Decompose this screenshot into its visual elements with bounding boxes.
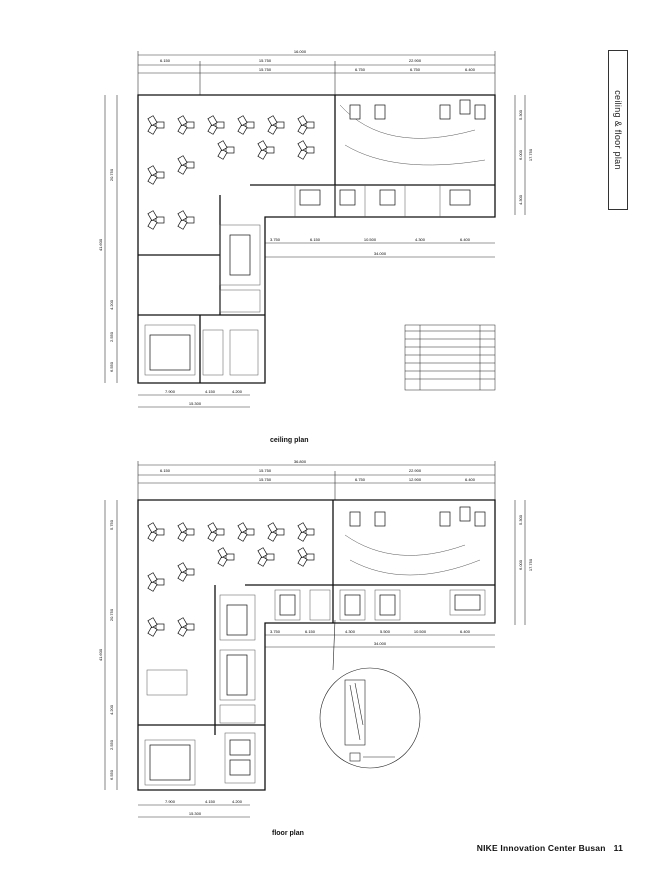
floor-dim-bottom-2: 4.200 (231, 799, 243, 804)
table (340, 190, 355, 205)
ceil-dim-top-6: 6.750 (409, 67, 421, 72)
ceil-dim-bottom-2: 4.200 (231, 389, 243, 394)
ceil-dim-left-4: 6.550 (109, 361, 114, 373)
ceil-dim-top-7: 6.400 (464, 67, 476, 72)
ceil-dim-top-2: 15.750 (258, 58, 272, 63)
floor-plan-drawing (95, 455, 535, 825)
table (460, 507, 470, 521)
ceil-dim-right-3: 4.300 (518, 194, 523, 206)
table (350, 105, 360, 119)
ceil-dim-top-3: 15.750 (258, 67, 272, 72)
page-number: 11 (613, 843, 623, 853)
floor-dim-top-0: 36.800 (293, 459, 307, 464)
floor-dim-mid-6: 34.000 (373, 641, 387, 646)
ceiling-plan-caption: ceiling plan (270, 437, 309, 444)
floor-dim-mid-4: 10.500 (413, 629, 427, 634)
footer-title: NIKE Innovation Center Busan (476, 843, 606, 853)
table (227, 605, 247, 635)
floor-dim-top-3: 15.750 (258, 477, 272, 482)
table (455, 595, 480, 610)
floor-dim-mid-5: 6.400 (459, 629, 471, 634)
ceil-dim-bottom-3: 15.300 (188, 401, 202, 406)
floor-dim-bottom-1: 4.150 (204, 799, 216, 804)
table (440, 105, 450, 119)
floor-dim-left-3: 4.200 (109, 704, 114, 716)
ceil-dim-mid-0: 3.750 (269, 237, 281, 242)
side-tab (608, 50, 628, 210)
ceil-dim-top-1: 6.150 (159, 58, 171, 63)
table (230, 740, 250, 755)
ceil-dim-right-0: 5.300 (518, 109, 523, 121)
floor-dim-left-1: 20.750 (109, 608, 114, 622)
table (380, 190, 395, 205)
ceil-dim-mid-1: 6.150 (309, 237, 321, 242)
ceil-dim-mid-3: 4.300 (414, 237, 426, 242)
table (345, 595, 360, 615)
page-footer (477, 843, 623, 853)
floor-dim-left-2: 41.600 (98, 648, 103, 662)
ceil-dim-left-1: 41.600 (98, 238, 103, 252)
floor-dim-right-1: 6.000 (518, 559, 523, 571)
floor-dim-mid-1: 6.150 (304, 629, 316, 634)
table (300, 190, 320, 205)
ceil-dim-mid-2: 10.500 (363, 237, 377, 242)
detail-callout (320, 620, 420, 768)
floor-dim-left-4: 2.550 (109, 739, 114, 751)
table (350, 512, 360, 526)
table (375, 512, 385, 526)
floor-dim-top-1: 6.150 (159, 468, 171, 473)
ceil-dim-left-3: 2.550 (109, 331, 114, 343)
ceiling-legend (405, 325, 495, 390)
ceiling-plan-drawing (95, 45, 535, 415)
table (150, 745, 190, 780)
floor-dim-top-7: 6.400 (464, 477, 476, 482)
table (280, 595, 295, 615)
floor-dim-right-0: 5.300 (518, 514, 523, 526)
floor-dim-mid-0: 3.750 (269, 629, 281, 634)
table (375, 105, 385, 119)
table (380, 595, 395, 615)
floor-dim-bottom-3: 15.300 (188, 811, 202, 816)
side-tab-label: ceiling & floor plan (613, 90, 623, 170)
table (475, 512, 485, 526)
table (230, 760, 250, 775)
table (475, 105, 485, 119)
floor-dim-top-4: 22.900 (408, 468, 422, 473)
floor-dim-top-5: 6.750 (354, 477, 366, 482)
table (150, 335, 190, 370)
ceil-dim-left-0: 20.750 (109, 168, 114, 182)
table (227, 655, 247, 695)
ceil-dim-mid-5: 34.000 (373, 251, 387, 256)
table (440, 512, 450, 526)
ceil-dim-left-2: 4.200 (109, 299, 114, 311)
floor-plan-caption: floor plan (272, 830, 304, 837)
ceil-dim-right-1: 6.000 (518, 149, 523, 161)
ceil-dim-top-5: 6.750 (354, 67, 366, 72)
ceil-dim-mid-4: 6.400 (459, 237, 471, 242)
floor-dim-left-0: 5.750 (109, 519, 114, 531)
ceil-dim-bottom-1: 4.150 (204, 389, 216, 394)
floor-dim-left-5: 6.550 (109, 769, 114, 781)
floor-dim-right-2: 17.750 (528, 558, 533, 572)
floor-dim-mid-3: 5.500 (379, 629, 391, 634)
ceil-dim-top-4: 22.900 (408, 58, 422, 63)
ceil-dim-top-0: 16.000 (293, 49, 307, 54)
table (450, 190, 470, 205)
ceil-dim-bottom-0: 7.900 (164, 389, 176, 394)
floor-dim-top-2: 15.750 (258, 468, 272, 473)
floor-dim-top-6: 12.900 (408, 477, 422, 482)
table (460, 100, 470, 114)
ceil-dim-right-2: 17.750 (528, 148, 533, 162)
floor-dim-mid-2: 4.300 (344, 629, 356, 634)
table (230, 235, 250, 275)
floor-dim-bottom-0: 7.900 (164, 799, 176, 804)
